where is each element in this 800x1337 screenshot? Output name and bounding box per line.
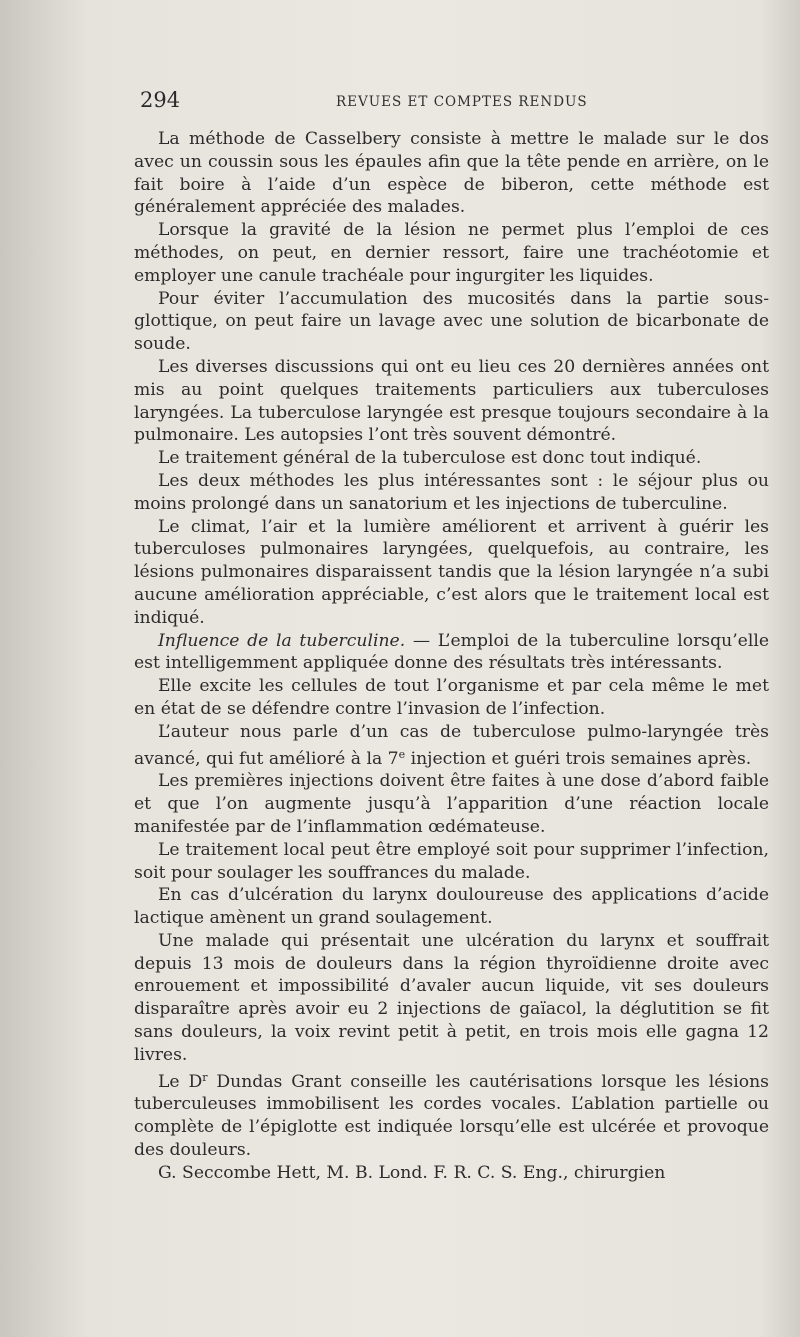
page-number: 294 (140, 88, 181, 112)
paragraph: Les premières injections doivent être faites à une dose d’abord faible et que l’on augmente jusqu’à l’apparition d’une réaction locale manifestée par de l’inflammation œdémateuse. (134, 771, 769, 837)
paragraph: La méthode de Casselbery consiste à mettre le malade sur le dos avec un coussin sous les épaules afin que la tête pende en arrière, on le fait boire à l’aide d’un espèce de biberon, cette méthode est généralement appréciée des malades. (134, 129, 769, 218)
paragraph-influence-tuberculine: Influence de la tuberculine. — L’emploi de la tuberculine lorsqu’elle est intelligemment appliquée donne des résultats très intéressants. (134, 630, 769, 674)
paragraph: Pour éviter l’accumulation des mucosités dans la partie sous-glottique, on peut faire un lavage avec une solution de bicarbonate de soude. (134, 288, 769, 355)
paragraph: Le $D^r$ Dundas Grant conseille les cautérisations lorsque les lésions tuberculeuses immobilisent les cordes vocales. L’ablation partielle ou complète de l’épiglotte est indiquée lorsqu’elle est ulcérée et provoque des douleurs. (134, 1070, 769, 1161)
paragraph: L’auteur nous parle d’un cas de tuberculose pulmo-laryngée très avancé, qui fut amélioré à la 7e injection et guéri trois semaines après. (134, 721, 769, 769)
superscript: e (398, 747, 406, 761)
body-text (134, 128, 769, 1185)
paragraph: Elle excite les cellules de tout l’organisme et par cela même le met en état de se défendre contre l’invasion de l’infection. (134, 676, 769, 719)
page-header (140, 88, 780, 114)
running-title: REVUES ET COMPTES RENDUS (336, 94, 588, 110)
superscript: r (202, 1070, 208, 1084)
paragraph: Le traitement local peut être employé soit pour supprimer l’infection, soit pour soulager les souffrances du malade. (134, 839, 769, 883)
paragraph-author-signature: G. Seccombe Hett, M. B. Lond. F. R. C. S. Eng., chirurgien (158, 1162, 666, 1183)
paragraph: Le climat, l’air et la lumière améliorent et arrivent à guérir les tuberculoses pulmonaires laryngées, quelquefois, au contraire, les lésions pulmonaires disparaissent tandis que la lésion laryngée n’a subi aucune amélioration appréciable, c’est alors que le traitement local est indiqué. (134, 516, 769, 628)
paragraph: Les diverses discussions qui ont eu lieu ces 20 dernières années ont mis au point quelques traitements particuliers aux tuberculoses laryngées. La tuberculose laryngée est presque toujours secondaire à la pulmonaire. Les autopsies l’ont très souvent démontré. (134, 356, 769, 446)
paragraph: Lorsque la gravité de la lésion ne permet plus l’emploi de ces méthodes, on peut, en dernier ressort, faire une trachéotomie et employer une canule trachéale pour ingurgiter les liquides. (134, 220, 769, 286)
paragraph: Les deux méthodes les plus intéressantes sont : le séjour plus ou moins prolongé dans un sanatorium et les injections de tuberculine. (134, 470, 769, 514)
paragraph: Le traitement général de la tuberculose est donc tout indiqué. (158, 448, 702, 469)
section-heading-italic: Influence de la tuberculine. (158, 630, 406, 651)
paragraph: En cas d’ulcération du larynx douloureuse des applications d’acide lactique amènent un grand soulagement. (134, 885, 769, 929)
paragraph: Une malade qui présentait une ulcération du larynx et souffrait depuis 13 mois de douleurs dans la région thyroïdienne droite avec enrouement et impossibilité d’avaler aucun liquide, vit ses douleurs disparaître après avoir eu 2 injections de gaïacol, la déglutition se fit sans douleurs, la voix revint petit à petit, en trois mois elle gagna 12 livres. (134, 930, 769, 1065)
